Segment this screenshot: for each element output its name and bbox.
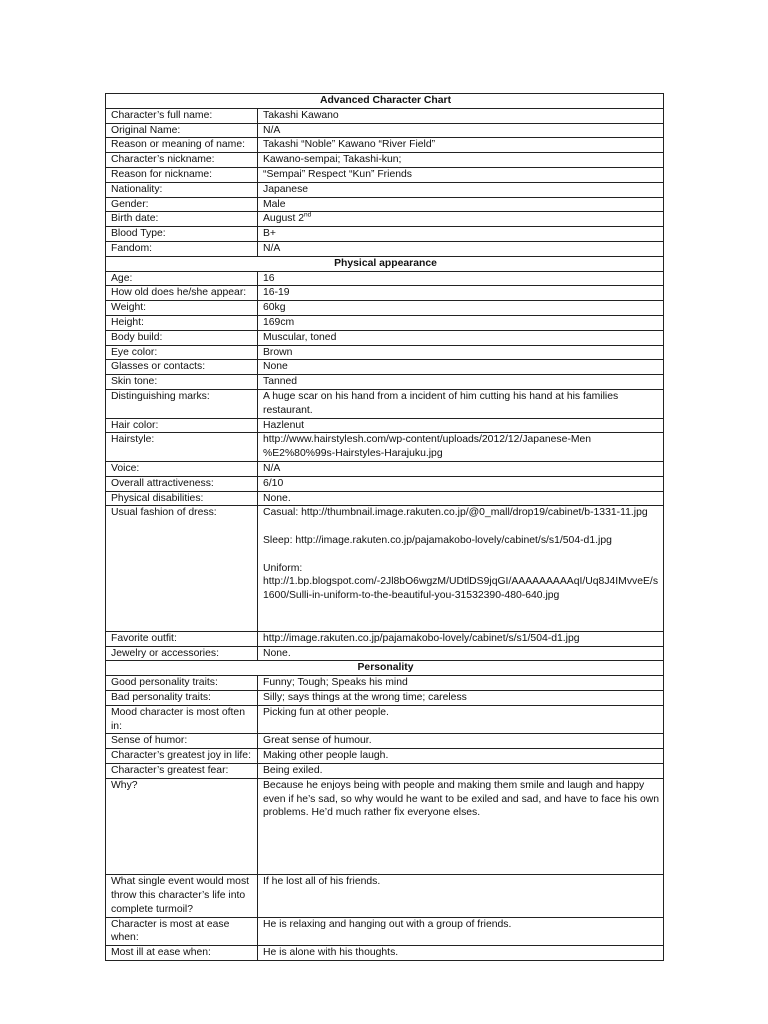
- field-label: What single event would most throw this character’s life into complete turmoil?: [106, 875, 258, 917]
- field-value: [258, 461, 664, 476]
- field-value: [258, 778, 664, 874]
- field-value: [258, 418, 664, 433]
- table-row: [106, 631, 664, 646]
- field-value: [258, 301, 664, 316]
- field-value: [258, 389, 664, 418]
- table-row: [106, 108, 664, 123]
- field-value-text: If he lost all of his friends.: [263, 876, 381, 888]
- field-value-text: Picking fun at other people.: [263, 706, 389, 718]
- table-row: [106, 764, 664, 779]
- section-header-row: [106, 661, 664, 676]
- field-value-text: Japanese: [263, 183, 309, 195]
- table-row: [106, 875, 664, 917]
- field-value-text: He is alone with his thoughts.: [263, 947, 399, 959]
- field-value-text: Takashi “Noble” Kawano “River Field”: [263, 139, 436, 151]
- table-row: [106, 676, 664, 691]
- field-label: Voice:: [106, 461, 258, 476]
- field-value: [258, 646, 664, 661]
- field-label: Birth date:: [106, 212, 258, 227]
- field-label: Favorite outfit:: [106, 631, 258, 646]
- field-value-text: N/A: [263, 124, 281, 136]
- table-row: [106, 491, 664, 506]
- field-value-text: None.: [263, 647, 291, 659]
- field-label: How old does he/she appear:: [106, 286, 258, 301]
- field-value: [258, 123, 664, 138]
- paragraph-gap: [263, 520, 660, 534]
- field-value: [258, 764, 664, 779]
- field-value-text: Making other people laugh.: [263, 750, 389, 762]
- field-value-text: Because he enjoys being with people and making them smile and laugh and happy even if he’s sad, so why would he want to be exiled and sad, and have to face his own problems. He’d much rather fix everyone elses.: [263, 779, 660, 819]
- table-row: [106, 389, 664, 418]
- section-title: Personality: [106, 661, 664, 676]
- table-row: [106, 182, 664, 197]
- table-row: [106, 330, 664, 345]
- field-label: Character’s nickname:: [106, 153, 258, 168]
- field-label: Character’s greatest fear:: [106, 764, 258, 779]
- field-value: [258, 315, 664, 330]
- field-value: [258, 153, 664, 168]
- field-label: Original Name:: [106, 123, 258, 138]
- table-row: [106, 778, 664, 874]
- table-row: [106, 749, 664, 764]
- field-value: [258, 197, 664, 212]
- field-value-text: Tanned: [263, 376, 298, 388]
- field-label: Sense of humor:: [106, 734, 258, 749]
- field-label: Physical disabilities:: [106, 491, 258, 506]
- field-value: [258, 286, 664, 301]
- field-label: Hair color:: [106, 418, 258, 433]
- field-value: [258, 631, 664, 646]
- field-value-text: Being exiled.: [263, 765, 323, 777]
- field-value: [258, 734, 664, 749]
- table-row: [106, 212, 664, 227]
- field-label: Hairstyle:: [106, 433, 258, 462]
- field-value-text: Male: [263, 198, 286, 210]
- field-value-text: Funny; Tough; Speaks his mind: [263, 677, 408, 689]
- field-label: Character is most at ease when:: [106, 917, 258, 946]
- field-value: [258, 491, 664, 506]
- table-row: [106, 946, 664, 961]
- field-value-text: 16-19: [263, 287, 290, 299]
- field-label: Age:: [106, 271, 258, 286]
- field-value-paragraph: Sleep: http://image.rakuten.co.jp/pajamakobo-lovely/cabinet/s/s1/504-d1.jpg: [263, 534, 612, 546]
- field-label: Usual fashion of dress:: [106, 506, 258, 632]
- table-row: [106, 197, 664, 212]
- character-chart-body: [106, 94, 664, 961]
- field-value: [258, 360, 664, 375]
- field-label: Jewelry or accessories:: [106, 646, 258, 661]
- field-value: [258, 108, 664, 123]
- table-row: [106, 138, 664, 153]
- field-label: Fandom:: [106, 241, 258, 256]
- field-value: [258, 227, 664, 242]
- section-title: Advanced Character Chart: [106, 94, 664, 109]
- field-value-text: Hazlenut: [263, 419, 305, 431]
- field-label: Good personality traits:: [106, 676, 258, 691]
- table-row: [106, 375, 664, 390]
- table-row: [106, 461, 664, 476]
- field-value-text: None: [263, 361, 288, 373]
- table-row: [106, 286, 664, 301]
- field-value: [258, 433, 664, 462]
- field-value: [258, 375, 664, 390]
- table-row: [106, 476, 664, 491]
- table-row: [106, 271, 664, 286]
- field-label: Character’s greatest joy in life:: [106, 749, 258, 764]
- field-label: Character’s full name:: [106, 108, 258, 123]
- field-value: [258, 271, 664, 286]
- field-value: [258, 676, 664, 691]
- field-value: [258, 476, 664, 491]
- field-value-paragraph: Casual: http://thumbnail.image.rakuten.co.jp/@0_mall/drop19/cabinet/b-1331-11.jpg: [263, 507, 648, 519]
- field-label: Glasses or contacts:: [106, 360, 258, 375]
- field-value: [258, 875, 664, 917]
- table-row: [106, 705, 664, 734]
- field-value: [258, 917, 664, 946]
- field-label: Blood Type:: [106, 227, 258, 242]
- section-header-row: [106, 94, 664, 109]
- table-row: [106, 123, 664, 138]
- field-label: Reason or meaning of name:: [106, 138, 258, 153]
- table-row: [106, 153, 664, 168]
- table-row: [106, 433, 664, 462]
- field-label: Skin tone:: [106, 375, 258, 390]
- field-value: [258, 691, 664, 706]
- table-row: [106, 734, 664, 749]
- field-value-text: Kawano-sempai; Takashi-kun;: [263, 154, 402, 166]
- field-value-text: Great sense of humour.: [263, 735, 372, 747]
- table-row: [106, 167, 664, 182]
- field-label: Distinguishing marks:: [106, 389, 258, 418]
- field-value-text: “Sempai” Respect “Kun” Friends: [263, 168, 412, 180]
- table-row: [106, 227, 664, 242]
- field-label: Eye color:: [106, 345, 258, 360]
- field-label: Why?: [106, 778, 258, 874]
- field-label: Reason for nickname:: [106, 167, 258, 182]
- table-row: [106, 345, 664, 360]
- field-value-text: None.: [263, 492, 291, 504]
- field-value-text: N/A: [263, 462, 281, 474]
- ordinal-suffix: nd: [304, 211, 312, 219]
- field-value-text: 6/10: [263, 477, 284, 489]
- section-header-row: [106, 256, 664, 271]
- field-value: [258, 946, 664, 961]
- field-value: [258, 749, 664, 764]
- field-value: [258, 330, 664, 345]
- field-value: [258, 212, 664, 227]
- character-chart-table: [105, 93, 664, 961]
- field-value: [258, 138, 664, 153]
- field-label: Overall attractiveness:: [106, 476, 258, 491]
- table-row: [106, 418, 664, 433]
- field-value-text: A huge scar on his hand from a incident of him cutting his hand at his families restaurant.: [263, 390, 619, 416]
- field-label: Weight:: [106, 301, 258, 316]
- field-value-text: N/A: [263, 242, 281, 254]
- field-value-paragraph: Uniform: http://1.bp.blogspot.com/-2Jl8bO6wgzM/UDtlDS9jqGI/AAAAAAAAAqI/Uq8J4IMvveE/s1600/Sulli-in-uniform-to-the-beautiful-you-31532390-480-640.jpg: [263, 562, 659, 602]
- field-label: Height:: [106, 315, 258, 330]
- table-row: [106, 691, 664, 706]
- field-label: Bad personality traits:: [106, 691, 258, 706]
- table-row: [106, 917, 664, 946]
- field-value: [258, 506, 664, 632]
- field-value-text: Brown: [263, 346, 293, 358]
- field-value-text: Takashi Kawano: [263, 109, 339, 121]
- field-label: Most ill at ease when:: [106, 946, 258, 961]
- field-label: Gender:: [106, 197, 258, 212]
- field-value-text: Muscular, toned: [263, 331, 337, 343]
- field-value-text: Silly; says things at the wrong time; careless: [263, 692, 467, 704]
- field-value-text: 60kg: [263, 302, 286, 314]
- field-value-text: 169cm: [263, 316, 295, 328]
- field-value-text: B+: [263, 228, 276, 240]
- table-row: [106, 301, 664, 316]
- field-value-text: August 2: [263, 213, 305, 225]
- field-label: Mood character is most often in:: [106, 705, 258, 734]
- table-row: [106, 241, 664, 256]
- table-row: [106, 315, 664, 330]
- field-label: Nationality:: [106, 182, 258, 197]
- table-row: [106, 506, 664, 632]
- field-label: Body build:: [106, 330, 258, 345]
- field-value-text: http://www.hairstylesh.com/wp-content/uploads/2012/12/Japanese-Men %E2%80%99s-Hairstyles-Harajuku.jpg: [263, 434, 592, 460]
- field-value-text: http://image.rakuten.co.jp/pajamakobo-lovely/cabinet/s/s1/504-d1.jpg: [263, 632, 580, 644]
- field-value: [258, 241, 664, 256]
- section-title: Physical appearance: [106, 256, 664, 271]
- field-value-text: He is relaxing and hanging out with a group of friends.: [263, 918, 512, 930]
- field-value: [258, 182, 664, 197]
- field-value-text: 16: [263, 272, 275, 284]
- field-value: [258, 167, 664, 182]
- paragraph-gap: [263, 548, 660, 562]
- table-row: [106, 646, 664, 661]
- field-value: [258, 345, 664, 360]
- field-value: [258, 705, 664, 734]
- table-row: [106, 360, 664, 375]
